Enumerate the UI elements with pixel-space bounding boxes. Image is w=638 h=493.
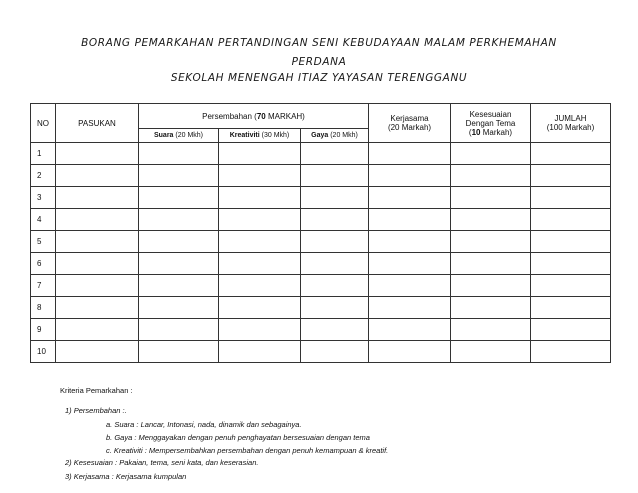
- score-cell[interactable]: [531, 341, 611, 363]
- score-cell[interactable]: [219, 187, 301, 209]
- score-cell[interactable]: [301, 319, 369, 341]
- score-cell[interactable]: [369, 297, 451, 319]
- row-number: 5: [31, 231, 56, 253]
- header-no: NO: [31, 104, 56, 143]
- criteria-item-1a: a. Suara : Lancar, Intonasi, nada, dinamik dan sebagainya.: [106, 420, 302, 429]
- score-cell[interactable]: [139, 319, 219, 341]
- form-title-line-3: SEKOLAH MENENGAH ITIAZ YAYASAN TERENGGANU: [170, 72, 468, 84]
- criteria-item-3: 3) Kerjasama : Kerjasama kumpulan: [65, 472, 187, 481]
- score-cell[interactable]: [451, 187, 531, 209]
- criteria-item-2: 2) Kesesuaian : Pakaian, tema, seni kata, dan keserasian.: [65, 458, 259, 467]
- subheader-kreativiti: Kreativiti (30 Mkh): [219, 129, 301, 143]
- table-row: [31, 165, 611, 187]
- row-number: 9: [31, 319, 56, 341]
- score-cell[interactable]: [531, 319, 611, 341]
- score-cell[interactable]: [369, 165, 451, 187]
- score-cell[interactable]: [56, 341, 139, 363]
- score-cell[interactable]: [301, 253, 369, 275]
- score-cell[interactable]: [451, 319, 531, 341]
- table-row: [31, 341, 611, 363]
- score-cell[interactable]: [531, 209, 611, 231]
- score-cell[interactable]: [451, 209, 531, 231]
- score-cell[interactable]: [301, 297, 369, 319]
- score-cell[interactable]: [56, 319, 139, 341]
- score-cell[interactable]: [369, 341, 451, 363]
- table-row: [31, 319, 611, 341]
- row-number: 2: [31, 165, 56, 187]
- score-cell[interactable]: [139, 165, 219, 187]
- score-cell[interactable]: [139, 275, 219, 297]
- score-cell[interactable]: [56, 143, 139, 165]
- criteria-item-1b: b. Gaya : Menggayakan dengan penuh penghayatan bersesuaian dengan tema: [106, 433, 370, 442]
- subheader-gaya: Gaya (20 Mkh): [301, 129, 369, 143]
- header-kesesuaian: Kesesuaian Dengan Tema (10 Markah): [451, 104, 531, 143]
- score-cell[interactable]: [139, 209, 219, 231]
- score-cell[interactable]: [139, 187, 219, 209]
- score-cell[interactable]: [56, 209, 139, 231]
- score-cell[interactable]: [369, 143, 451, 165]
- criteria-item-1c: c. Kreativiti : Mempersembahkan persembahan dengan penuh kemampuan & kreatif.: [106, 446, 389, 455]
- score-cell[interactable]: [219, 275, 301, 297]
- score-cell[interactable]: [531, 187, 611, 209]
- score-cell[interactable]: [369, 253, 451, 275]
- score-cell[interactable]: [369, 275, 451, 297]
- score-cell[interactable]: [531, 297, 611, 319]
- score-cell[interactable]: [301, 275, 369, 297]
- score-cell[interactable]: [451, 275, 531, 297]
- score-cell[interactable]: [139, 341, 219, 363]
- score-cell[interactable]: [219, 165, 301, 187]
- score-cell[interactable]: [139, 297, 219, 319]
- score-cell[interactable]: [219, 297, 301, 319]
- score-cell[interactable]: [451, 297, 531, 319]
- score-cell[interactable]: [56, 275, 139, 297]
- criteria-item-1: 1) Persembahan :.: [65, 406, 127, 415]
- score-cell[interactable]: [369, 187, 451, 209]
- score-cell[interactable]: [451, 143, 531, 165]
- score-cell[interactable]: [531, 165, 611, 187]
- table-row: [31, 209, 611, 231]
- score-cell[interactable]: [56, 297, 139, 319]
- row-number: 1: [31, 143, 56, 165]
- score-cell[interactable]: [56, 165, 139, 187]
- score-cell[interactable]: [451, 165, 531, 187]
- score-cell[interactable]: [219, 209, 301, 231]
- row-number: 3: [31, 187, 56, 209]
- score-cell[interactable]: [139, 253, 219, 275]
- table-row: [31, 143, 611, 165]
- table-row: [31, 297, 611, 319]
- score-cell[interactable]: [531, 231, 611, 253]
- score-cell[interactable]: [56, 231, 139, 253]
- table-row: [31, 253, 611, 275]
- score-cell[interactable]: [56, 187, 139, 209]
- score-cell[interactable]: [369, 209, 451, 231]
- score-cell[interactable]: [219, 143, 301, 165]
- score-cell[interactable]: [301, 209, 369, 231]
- criteria-heading: Kriteria Pemarkahan :: [60, 386, 133, 395]
- score-cell[interactable]: [369, 319, 451, 341]
- header-kerjasama: Kerjasama (20 Markah): [369, 104, 451, 143]
- score-cell[interactable]: [56, 253, 139, 275]
- scoring-table: [30, 103, 611, 363]
- score-cell[interactable]: [301, 341, 369, 363]
- row-number: 4: [31, 209, 56, 231]
- score-cell[interactable]: [139, 143, 219, 165]
- header-jumlah: JUMLAH (100 Markah): [531, 104, 611, 143]
- row-number: 10: [31, 341, 56, 363]
- score-cell[interactable]: [139, 231, 219, 253]
- score-cell[interactable]: [301, 187, 369, 209]
- subheader-suara: Suara (20 Mkh): [139, 129, 219, 143]
- row-number: 6: [31, 253, 56, 275]
- header-persembahan: Persembahan (70 MARKAH): [139, 104, 369, 129]
- score-cell[interactable]: [301, 231, 369, 253]
- score-cell[interactable]: [451, 231, 531, 253]
- score-cell[interactable]: [531, 143, 611, 165]
- score-cell[interactable]: [301, 143, 369, 165]
- row-number: 7: [31, 275, 56, 297]
- score-cell[interactable]: [301, 165, 369, 187]
- score-cell[interactable]: [451, 341, 531, 363]
- header-pasukan: PASUKAN: [56, 104, 139, 143]
- score-cell[interactable]: [219, 253, 301, 275]
- row-number: 8: [31, 297, 56, 319]
- table-row: [31, 231, 611, 253]
- form-title-line-2: PERDANA: [291, 56, 347, 68]
- table-row: [31, 275, 611, 297]
- score-cell[interactable]: [531, 253, 611, 275]
- score-cell[interactable]: [451, 253, 531, 275]
- score-cell[interactable]: [531, 275, 611, 297]
- form-title-line-1: BORANG PEMARKAHAN PERTANDINGAN SENI KEBUDAYAAN MALAM PERKHEMAHAN: [81, 37, 557, 49]
- score-cell[interactable]: [219, 341, 301, 363]
- score-cell[interactable]: [219, 319, 301, 341]
- score-cell[interactable]: [219, 231, 301, 253]
- table-row: [31, 187, 611, 209]
- score-cell[interactable]: [369, 231, 451, 253]
